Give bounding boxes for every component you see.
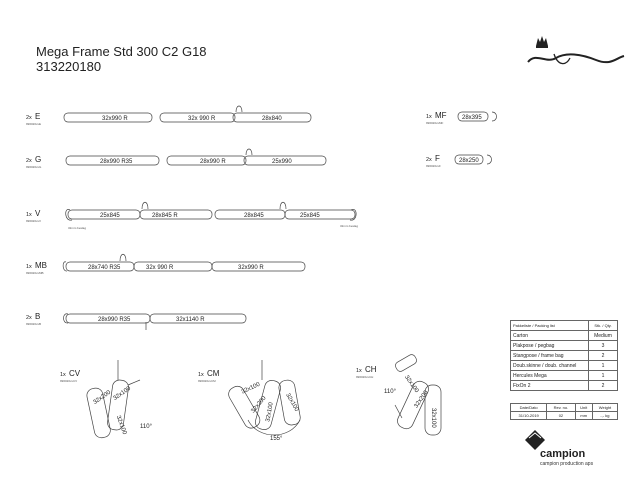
part-mf-id: MF xyxy=(435,111,447,120)
part-mf-qty: 1x xyxy=(426,114,432,120)
part-mb-seg-1: 28x740 R35 xyxy=(88,265,121,271)
part-mb-ref: 996020xxMB xyxy=(26,271,44,275)
conn-cm-qty: 1x xyxy=(198,372,204,378)
packing-row xyxy=(511,381,618,391)
packing-qty: 1 xyxy=(589,361,618,371)
conn-ch-label-2: 32x200 xyxy=(413,389,430,410)
packing-row xyxy=(511,331,618,341)
conn-cv-label-3: 32x100 xyxy=(114,414,128,436)
campion-logo-icon xyxy=(525,430,545,450)
part-e-seg-1: 32x990 R xyxy=(102,116,128,122)
part-b-qty: 2x xyxy=(26,315,32,321)
packing-row xyxy=(511,371,618,381)
footer-rev: 02 xyxy=(547,412,575,420)
part-v-seg-3: 28x845 xyxy=(244,213,264,219)
company-name: campion xyxy=(540,448,586,460)
packing-qty: 2 xyxy=(589,381,618,391)
part-b-seg-1: 28x990 R35 xyxy=(98,317,131,323)
packing-item: Stangpose / frame bag xyxy=(511,351,589,361)
packing-item: Hercules Mega xyxy=(511,371,589,381)
conn-cv-label-1: 32x200 xyxy=(92,389,112,406)
footer-header: Weight xyxy=(592,404,617,412)
packing-qty: 1 xyxy=(589,371,618,381)
part-v-seg-1: 25x845 xyxy=(100,213,120,219)
part-e-ref: 996020xxE xyxy=(26,122,42,126)
conn-ch-qty: 1x xyxy=(356,368,362,374)
part-f-ref: 996020xxF xyxy=(426,164,441,168)
conn-cm-angle: 155° xyxy=(270,436,283,442)
part-e-id: E xyxy=(35,112,41,121)
conn-ch-label-3: 32x100 xyxy=(430,408,436,428)
part-b-id: B xyxy=(35,312,41,321)
part-f-seg-1: 28x250 xyxy=(459,158,479,164)
part-e-seg-3: 28x840 xyxy=(262,116,282,122)
conn-cv-id: CV xyxy=(69,369,81,378)
conn-cv-ref: 996020xxCV xyxy=(60,379,78,383)
packing-list xyxy=(510,320,618,391)
packing-row xyxy=(511,351,618,361)
footer-header: Date/Dato xyxy=(511,404,547,412)
conn-ch-id: CH xyxy=(365,365,377,374)
product-name: Mega Frame Std 300 C2 G18 xyxy=(36,44,207,59)
part-mb-qty: 1x xyxy=(26,264,32,270)
part-g-ref: 996020xxG xyxy=(26,165,42,169)
conn-cm-label-1: 32x100 xyxy=(240,381,262,396)
conn-cv-angle: 110° xyxy=(140,424,152,430)
company-sub: campion production aps xyxy=(540,461,594,467)
part-f-id: F xyxy=(435,154,440,163)
conn-cm-ref: 996020xxCM xyxy=(198,379,216,383)
footer-header: Rev. no. xyxy=(547,404,575,412)
part-v-id: V xyxy=(35,209,41,218)
part-e-clip xyxy=(236,106,242,112)
part-f-qty: 2x xyxy=(426,157,432,163)
footer-header: Unit xyxy=(575,404,592,412)
packing-row xyxy=(511,341,618,351)
packing-qty: 2 xyxy=(589,351,618,361)
conn-cm-label-2: 32x200 xyxy=(250,395,268,415)
footer-weight: -,- kg xyxy=(592,412,617,420)
title-block xyxy=(510,403,618,420)
product-code: 313220180 xyxy=(36,59,102,74)
part-mb-seg-3: 32x990 R xyxy=(238,265,264,271)
conn-cv-qty: 1x xyxy=(60,372,66,378)
packing-item: Plakpose / pegbag xyxy=(511,341,589,351)
part-b-ref: 996020xxB xyxy=(26,322,42,326)
part-v-seg-4: 25x845 xyxy=(300,213,320,219)
part-v-note-2: 32mm beslag xyxy=(340,224,359,228)
part-mf-seg-1: 28x395 xyxy=(462,115,482,121)
packing-item: Doub.skinne / doub. channel xyxy=(511,361,589,371)
packing-qty: Medium xyxy=(589,331,618,341)
part-g-seg-1: 28x990 R35 xyxy=(100,159,133,165)
part-v-ref: 996020xxV xyxy=(26,219,42,223)
part-e-qty: 2x xyxy=(26,115,32,121)
part-mb-id: MB xyxy=(35,261,47,270)
packing-header-item: Pakkeliste / Packing list xyxy=(511,321,589,331)
footer-date: 31/10-2019 xyxy=(511,412,547,420)
part-g-id: G xyxy=(35,155,42,164)
part-g-seg-2: 28x990 R xyxy=(200,159,226,165)
conn-cm-label-4: 32x100 xyxy=(284,392,300,413)
part-mf-ref: 996020xxMF xyxy=(426,121,444,125)
conn-ch-ref: 996020xxCH xyxy=(356,375,374,379)
part-v-note-1: 32mm beslag xyxy=(68,226,87,230)
conn-ch-angle: 110° xyxy=(384,389,396,395)
part-b-seg-2: 32x1140 R xyxy=(176,317,205,323)
part-g-seg-3: 25x990 xyxy=(272,159,292,165)
part-mb-seg-2: 32x 990 R xyxy=(146,265,174,271)
conn-cv-label-2: 32x100 xyxy=(112,385,132,402)
packing-item: FixOn 2 xyxy=(511,381,589,391)
part-v-seg-2: 28x845 R xyxy=(152,213,178,219)
packing-header-qty: Stk. / Qty. xyxy=(589,321,618,331)
footer-unit: mm xyxy=(575,412,592,420)
conn-ch-label-1: 32x100 xyxy=(403,374,420,394)
conn-cm-id: CM xyxy=(207,369,220,378)
packing-qty: 3 xyxy=(589,341,618,351)
conn-cm-label-3: 32x100 xyxy=(265,401,275,423)
part-e-seg-2: 32x 990 R xyxy=(188,116,216,122)
part-g-qty: 2x xyxy=(26,158,32,164)
packing-row xyxy=(511,361,618,371)
packing-item: Carton xyxy=(511,331,589,341)
part-v-qty: 1x xyxy=(26,212,32,218)
